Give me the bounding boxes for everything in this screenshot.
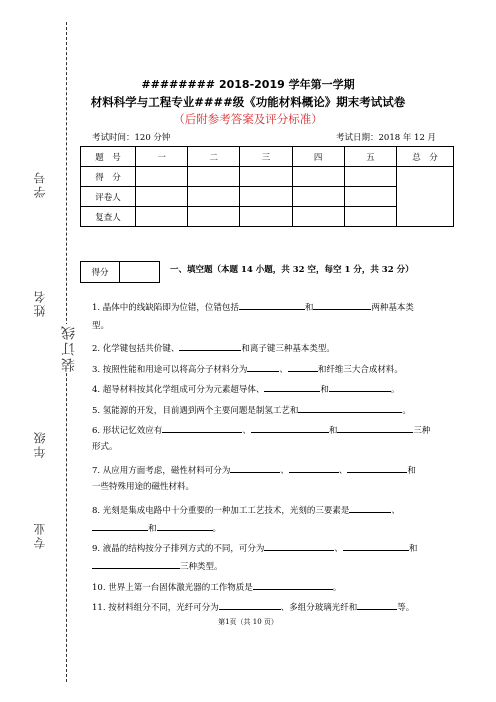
- header-cell-4: 四: [292, 147, 344, 167]
- score-cell: [292, 167, 344, 187]
- score-cell: [240, 167, 292, 187]
- question-7-cont: 一些特殊用途的磁性材料。: [92, 482, 195, 492]
- header-cell-2: 二: [188, 147, 240, 167]
- major-label: 专业: [33, 521, 47, 549]
- exam-date: 考试日期：2018 年 12 月: [336, 133, 437, 143]
- row-label-grader: 评卷人: [81, 187, 136, 207]
- question-1-cont: 型。: [92, 321, 110, 331]
- grader-cell: [136, 187, 188, 207]
- row-label-reviewer: 复查人: [81, 207, 136, 227]
- total-score-cell: [397, 167, 454, 227]
- grade-label: 年级: [33, 430, 47, 458]
- exam-year-title: ######## 2018-2019 学年第一学期: [141, 78, 355, 91]
- exam-time: 考试时间：120 分钟: [92, 133, 171, 143]
- header-cell-question: 题 号: [81, 147, 136, 167]
- student-id-label: 学号: [33, 170, 47, 198]
- grader-cell: [344, 187, 396, 207]
- section-title: 一、填空题（本题 14 小题，共 32 空，每空 1 分，共 32 分）: [170, 265, 414, 275]
- question-11: 11. 按材料组分不同，光纤可分为 、多组分玻璃光纤和 等。: [92, 600, 452, 614]
- binding-line-label: 装订线: [61, 324, 77, 372]
- score-table: [80, 146, 454, 227]
- grader-cell: [240, 187, 292, 207]
- reviewer-cell: [188, 207, 240, 227]
- section-score-label: 得分: [81, 262, 120, 282]
- grader-cell: [188, 187, 240, 207]
- question-5: 5. 氢能源的开发，目前遇到两个主要问题是制氢工艺和 。: [92, 403, 452, 417]
- question-9: 9. 液晶的结构按分子排列方式的不同，可分为 、 和: [92, 541, 452, 555]
- reviewer-cell: [292, 207, 344, 227]
- score-row: [81, 167, 454, 187]
- header-cell-5: 五: [344, 147, 396, 167]
- question-4: 4. 超导材料按其化学组成可分为元素超导体、 和 。: [92, 382, 452, 396]
- reviewer-cell: [344, 207, 396, 227]
- question-8-cont: 和 。: [92, 521, 452, 535]
- section-score-box: [80, 261, 160, 283]
- question-9-cont: 三种类型。: [92, 559, 452, 573]
- question-3: 3. 按照性能和用途可以将高分子材料分为 、 和纤维三大合成材料。: [92, 362, 452, 376]
- score-cell: [344, 167, 396, 187]
- question-8: 8. 光刻是集成电路中十分重要的一种加工工艺技术，光刻的三要素是 、: [92, 503, 452, 517]
- header-cell-3: 三: [240, 147, 292, 167]
- score-table-header-row: [81, 147, 454, 167]
- score-cell: [188, 167, 240, 187]
- header-cell-1: 一: [136, 147, 188, 167]
- question-6: 6. 形状记忆效应有 、 和 三种: [92, 423, 452, 437]
- question-10: 10. 世界上第一台固体激光器的工作物质是 。: [92, 580, 452, 594]
- name-label: 姓名: [33, 289, 47, 317]
- reviewer-cell: [136, 207, 188, 227]
- exam-course-title: 材料科学与工程专业####级《功能材料概论》期末考试试卷: [90, 95, 406, 109]
- header-cell-total: 总 分: [397, 147, 454, 167]
- page-number: 第1页（共 10 页）: [218, 618, 278, 626]
- question-1: 1. 晶体中的线缺陷即为位错，位错包括 和 两种基本类: [92, 300, 452, 314]
- reviewer-cell: [240, 207, 292, 227]
- score-cell: [136, 167, 188, 187]
- grader-cell: [292, 187, 344, 207]
- question-7: 7. 从应用方面考虑，磁性材料可分为 、 、 和: [92, 463, 452, 477]
- question-2: 2. 化学键包括共价键、 和离子键三种基本类型。: [92, 341, 452, 355]
- row-label-score: 得 分: [81, 167, 136, 187]
- answer-note: （后附参考答案及评分标准）: [173, 112, 323, 126]
- question-6-cont: 形式。: [92, 442, 118, 452]
